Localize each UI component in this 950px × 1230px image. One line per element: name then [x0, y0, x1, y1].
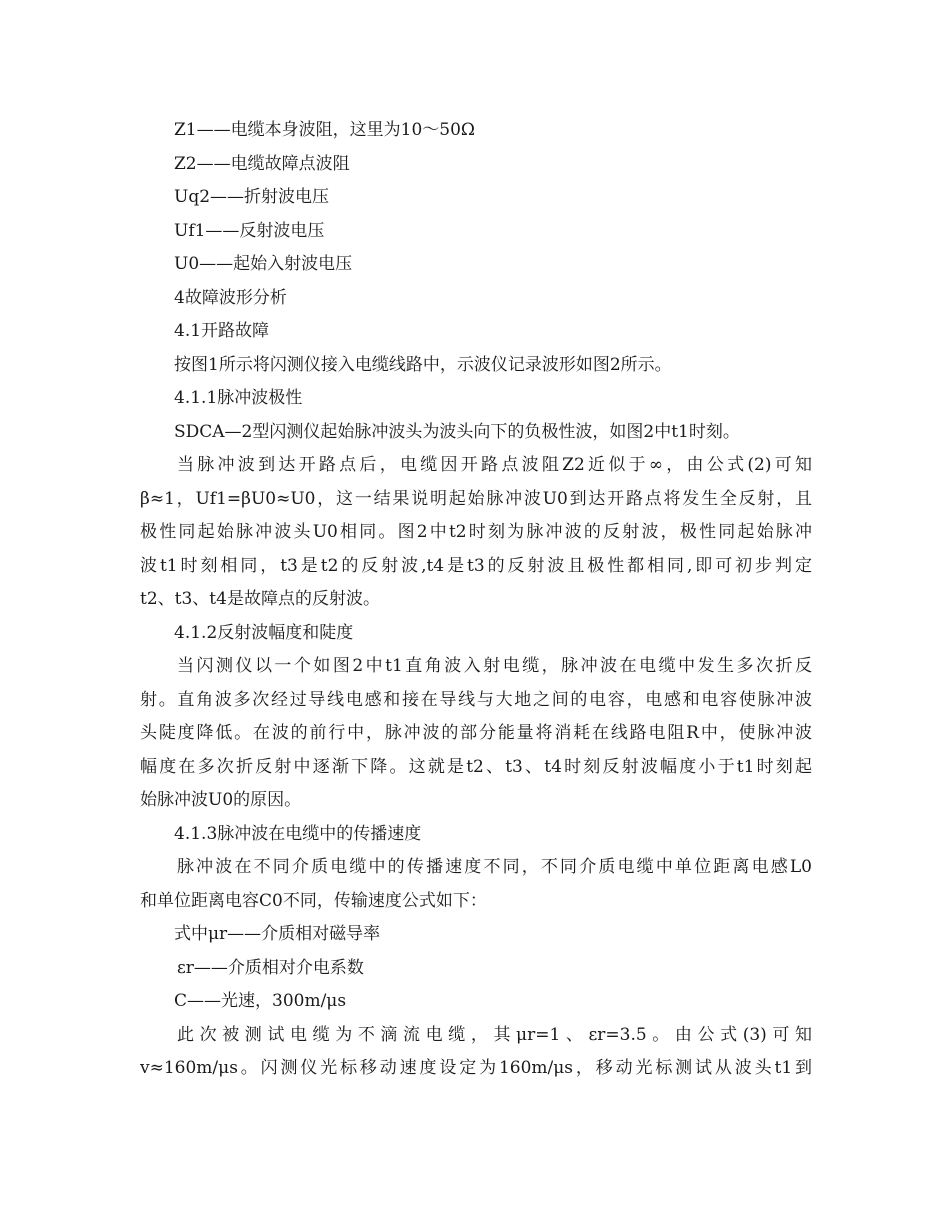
- formula-definition-c: C——光速，300m/μs: [174, 991, 347, 1011]
- paragraph-amplitude-line: 幅度在多次折反射中逐渐下降。这就是t2、t3、t4时刻反射波幅度小于t1时刻起: [140, 756, 812, 777]
- formula-definition-mur: 式中μr——介质相对磁导率: [174, 924, 381, 944]
- definition-u0: U0——起始入射波电压: [174, 254, 353, 274]
- paragraph-polarity-line: 当脉冲波到达开路点后，电缆因开路点波阻Z2近似于∞，由公式(2)可知: [177, 455, 812, 475]
- paragraph-sdca: SDCA—2型闪测仪起始脉冲波头为波头向下的负极性波，如图2中t1时刻。: [174, 421, 740, 442]
- paragraph-polarity-line: β≈1，Uf1=βU0≈U0，这一结果说明起始脉冲波U0到达开路点将发生全反射，且: [140, 488, 812, 509]
- formula-definition-epsr: εr——介质相对介电系数: [177, 957, 364, 978]
- paragraph-test-line: 此次被测试电缆为不滴流电缆，其μr=1、εr=3.5。由公式(3)可知: [177, 1024, 812, 1045]
- paragraph-amplitude-line: 射。直角波多次经过导线电感和接在导线与大地之间的电容，电感和电容使脉冲波: [140, 689, 812, 710]
- paragraph-speed-line: 和单位距离电容C0不同，传输速度公式如下：: [140, 890, 487, 911]
- paragraph-polarity: [140, 449, 812, 617]
- heading-section-4: 4故障波形分析: [174, 287, 287, 308]
- definition-z2: Z2——电缆故障点波阻: [174, 153, 350, 174]
- paragraph-speed-line: 脉冲波在不同介质电缆中的传播速度不同，不同介质电缆中单位距离电感L0: [177, 857, 812, 877]
- paragraph-speed: [140, 851, 812, 918]
- paragraph-figure-setup: 按图1所示将闪测仪接入电缆线路中，示波仪记录波形如图2所示。: [174, 354, 672, 375]
- paragraph-polarity-line: t2、t3、t4是故障点的反射波。: [140, 589, 380, 609]
- paragraph-test-line: v≈160m/μs。闪测仪光标移动速度设定为160m/μs，移动光标测试从波头t1到: [140, 1058, 812, 1078]
- definition-uq2: Uq2——折射波电压: [174, 187, 330, 207]
- paragraph-amplitude: [140, 650, 812, 818]
- heading-section-4-1-2: 4.1.2反射波幅度和陡度: [174, 622, 354, 643]
- paragraph-test: [140, 1019, 812, 1086]
- definition-z1: Z1——电缆本身波阻，这里为10～50Ω: [174, 120, 475, 140]
- document-page: [140, 114, 812, 1086]
- paragraph-amplitude-line: 当闪测仪以一个如图2中t1直角波入射电缆，脉冲波在电缆中发生多次折反: [177, 656, 812, 676]
- paragraph-amplitude-line: 头陡度降低。在波的前行中，脉冲波的部分能量将消耗在线路电阻R中，使脉冲波: [140, 723, 812, 743]
- paragraph-polarity-line: 极性同起始脉冲波头U0相同。图2中t2时刻为脉冲波的反射波，极性同起始脉冲: [140, 522, 812, 542]
- heading-section-4-1-3: 4.1.3脉冲波在电缆中的传播速度: [174, 823, 422, 844]
- paragraph-amplitude-line: 始脉冲波U0的原因。: [140, 790, 302, 810]
- heading-section-4-1-1: 4.1.1脉冲波极性: [174, 388, 303, 408]
- heading-section-4-1: 4.1开路故障: [174, 321, 270, 341]
- definition-uf1: Uf1——反射波电压: [174, 220, 325, 241]
- paragraph-polarity-line: 波t1时刻相同，t3是t2的反射波,t4是t3的反射波且极性都相同,即可初步判定: [140, 555, 812, 576]
